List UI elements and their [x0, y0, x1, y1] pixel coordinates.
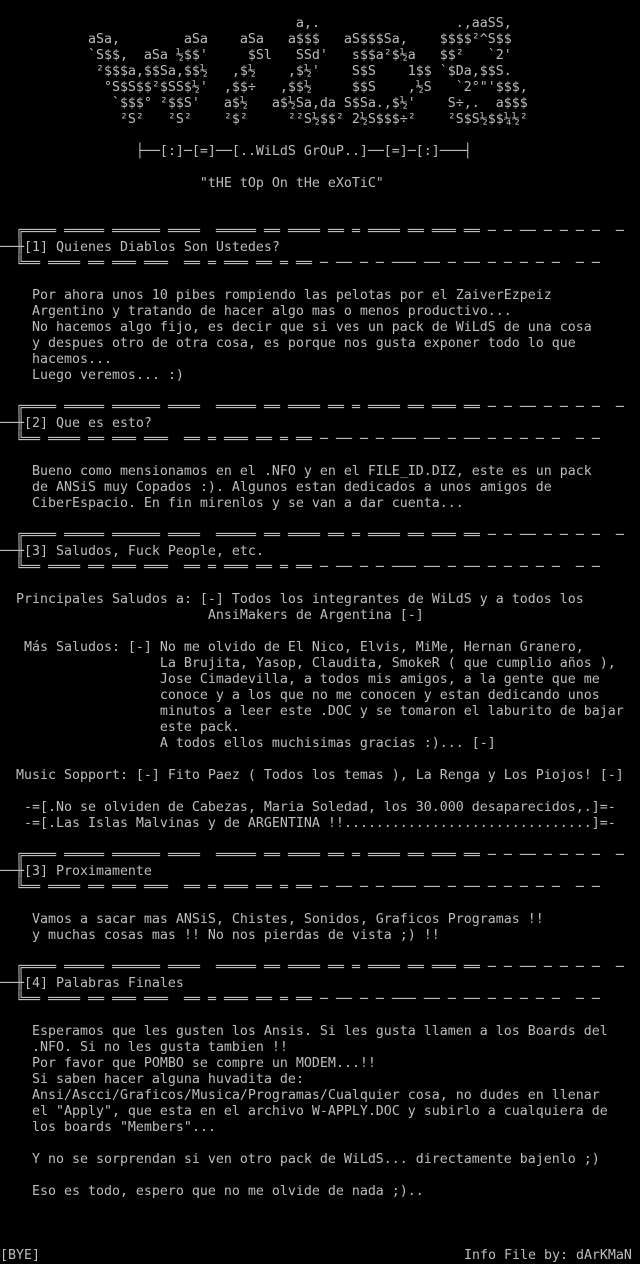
section-title-proximamente: ──╫[3] Proximamente	[0, 864, 152, 879]
section-header-proximamente	[0, 848, 624, 896]
text-line: Bueno como mensionamos en el .NFO y en el FILE_ID.DIZ, este es un pack	[0, 464, 592, 479]
section-body-palabras-finales	[0, 1024, 608, 1200]
text-line: -=[.Las Islas Malvinas y de ARGENTINA !!...............................]=-	[0, 816, 616, 831]
info-file-credit: Info File by: dArKMaN	[464, 1248, 632, 1263]
header-rule-bottom: ╚══ ════ ══ ═══ ═══ ══ ═ ═══ ══ ═ ══ ─ ── ─ ─ ─── ── ─ ── ─ ─ ─ ─ ─ ─ ─	[0, 880, 600, 895]
group-tagline	[0, 176, 384, 192]
text-line: -=[.No se olviden de Cabezas, Maria Soledad, los 30.000 desaparecidos,.]=-	[0, 800, 616, 815]
header-rule-bottom: ╚══ ════ ══ ═══ ═══ ══ ═ ═══ ══ ═ ══ ─ ── ─ ─ ─── ── ─ ── ─ ─ ─ ─ ─ ─ ─	[0, 560, 600, 575]
ascii-art-line: `S$$, aSa ½$$' $Sl SSd' s$$a²$½a $$² `2'	[0, 48, 512, 63]
ascii-art-line: °S$S$$²$SS$½' ,$$÷ ,$$½ $$S ,½S `2°"'$$$,	[0, 80, 528, 95]
text-line: minutos a leer este .DOC y se tomaron el laburito de bajar	[0, 704, 624, 719]
text-line	[0, 752, 624, 768]
text-line: No hacemos algo fijo, es decir que si ves un pack de WiLdS de una cosa	[0, 320, 592, 335]
text-line: A todos ellos muchisimas gracias :)... [-]	[0, 736, 496, 751]
text-line	[0, 1168, 608, 1184]
text-line: y muchas cosas mas !! No nos pierdas de vista ;) !!	[0, 928, 440, 943]
text-line: La Brujita, Yasop, Claudita, SmokeR ( que cumplio años ),	[0, 656, 616, 671]
group-separator	[0, 144, 472, 160]
section-body-saludos	[0, 592, 624, 832]
text-line: Y no se sorprendan si ven otro pack de WiLdS... directamente bajenlo ;)	[0, 1152, 600, 1167]
text-line: CiberEspacio. En fin mirenlos y se van a dar cuenta...	[0, 496, 464, 511]
section-title-quienes: ──╫[1] Quienes Diablos Son Ustedes?	[0, 240, 280, 255]
status-bar	[0, 1248, 640, 1264]
header-rule-top: ╔════ ═════ ══════ ════ ═════ ══ ════ ══ ═ ════ ══ ═══ ══ ─ ─ ── ─ ─ ─ ─ ─	[0, 960, 624, 975]
text-line	[0, 784, 624, 800]
section-header-que-es-esto	[0, 400, 624, 448]
header-rule-top: ╔════ ═════ ══════ ════ ═════ ══ ════ ══ ═ ════ ══ ═══ ══ ─ ─ ── ─ ─ ─ ─ ─	[0, 528, 624, 543]
group-tagline-text: "tHE tOp On tHe eXoTiC"	[0, 176, 384, 191]
text-line: Eso es todo, espero que no me olvide de nada ;)..	[0, 1184, 424, 1199]
text-line	[0, 624, 624, 640]
text-line: hacemos...	[0, 352, 112, 367]
section-title-saludos: ──╫[3] Saludos, Fuck People, etc.	[0, 544, 264, 559]
header-rule-top: ╔════ ═════ ══════ ════ ═════ ══ ════ ══ ═ ════ ══ ═══ ══ ─ ─ ── ─ ─ ─ ─ ─	[0, 848, 624, 863]
header-rule-bottom: ╚══ ════ ══ ═══ ═══ ══ ═ ═══ ══ ═ ══ ─ ── ─ ─ ─── ── ─ ── ─ ─ ─ ─ ─ ─ ─	[0, 256, 600, 271]
text-line: de ANSiS muy Copados :). Algunos estan dedicados a unos amigos de	[0, 480, 552, 495]
text-line: y despues otro de otra cosa, es porque nos gusta exponer todo lo que	[0, 336, 576, 351]
header-rule-top: ╔════ ═════ ══════ ════ ═════ ══ ════ ══ ═ ════ ══ ═══ ══ ─ ─ ── ─ ─ ─ ─ ─	[0, 400, 624, 415]
section-title-palabras-finales: ──╫[4] Palabras Finales	[0, 976, 184, 991]
text-line	[0, 1136, 608, 1152]
text-line: Ansi/Ascci/Graficos/Musica/Programas/Cualquier cosa, no dudes en llenar	[0, 1088, 600, 1103]
text-line: Más Saludos: [-] No me olvido de El Nico, Elvis, MiMe, Hernan Granero,	[0, 640, 584, 655]
section-body-quienes	[0, 288, 592, 384]
text-line: AnsiMakers de Argentina [-]	[0, 608, 424, 623]
section-title-que-es-esto: ──╫[2] Que es esto?	[0, 416, 152, 431]
text-line: este pack.	[0, 720, 240, 735]
group-separator-text: ├──[:]─[=]──[..WiLdS GrOuP..]──[=]─[:]───┤	[0, 144, 472, 159]
section-body-proximamente	[0, 912, 544, 944]
wilds-ascii-logo	[0, 16, 528, 128]
section-header-saludos	[0, 528, 624, 576]
text-line: el "Apply", que esta en el archivo W-APPLY.DOC y subirlo a cualquiera de	[0, 1104, 608, 1119]
ascii-art-line: `$$$° ²$$S' a$½ a$½Sa,da S$Sa.,$½' S÷,. a$$$	[0, 96, 528, 111]
text-line: Esperamos que les gusten los Ansis. Si les gusta llamen a los Boards del	[0, 1024, 608, 1039]
text-line: conoce y a los que no me conocen y estan dedicando unos	[0, 688, 600, 703]
bye-indicator: [BYE]	[0, 1248, 40, 1263]
section-header-palabras-finales	[0, 960, 624, 1008]
ascii-art-line: aSa, aSa aSa a$$$ aS$$$Sa, $$$$²^S$$	[0, 32, 512, 47]
ascii-art-line: ²$$$a,$$Sa,$$½ ,$½ ,$½' S$S 1$$ `$Da,$$S.	[0, 64, 512, 79]
ascii-art-line: ²S² ²S² ²$² ²²S½$$² 2½S$$$÷² ²S$S½$$¼½²	[0, 112, 528, 127]
ascii-art-line: a,. .,aaSS,	[0, 16, 512, 31]
text-line: Jose Cimadevilla, a todos mis amigos, a la gente que me	[0, 672, 600, 687]
text-line: Principales Saludos a: [-] Todos los integrantes de WiLdS y a todos los	[0, 592, 584, 607]
section-body-que-es-esto	[0, 464, 592, 512]
text-line: Music Sopport: [-] Fito Paez ( Todos los temas ), La Renga y Los Piojos! [-]	[0, 768, 624, 783]
header-rule-bottom: ╚══ ════ ══ ═══ ═══ ══ ═ ═══ ══ ═ ══ ─ ── ─ ─ ─── ── ─ ── ─ ─ ─ ─ ─ ─ ─	[0, 992, 600, 1007]
text-line: .NFO. Si no les gusta tambien !!	[0, 1040, 288, 1055]
text-line: Vamos a sacar mas ANSiS, Chistes, Sonidos, Graficos Programas !!	[0, 912, 544, 927]
text-line: Si saben hacer alguna huvadita de:	[0, 1072, 304, 1087]
text-line: Por favor que POMBO se compre un MODEM...!!	[0, 1056, 376, 1071]
header-rule-top: ╔════ ═════ ══════ ════ ═════ ══ ════ ══ ═ ════ ══ ═══ ══ ─ ─ ── ─ ─ ─ ─ ─	[0, 224, 624, 239]
header-rule-bottom: ╚══ ════ ══ ═══ ═══ ══ ═ ═══ ══ ═ ══ ─ ── ─ ─ ─── ── ─ ── ─ ─ ─ ─ ─ ─ ─	[0, 432, 600, 447]
text-line: Por ahora unos 10 pibes rompiendo las pelotas por el ZaiverEzpeiz	[0, 288, 552, 303]
text-line: los boards "Members"...	[0, 1120, 216, 1135]
section-header-quienes	[0, 224, 624, 272]
text-line: Luego veremos... :)	[0, 368, 184, 383]
text-line: Argentino y tratando de hacer algo mas o menos productivo...	[0, 304, 512, 319]
